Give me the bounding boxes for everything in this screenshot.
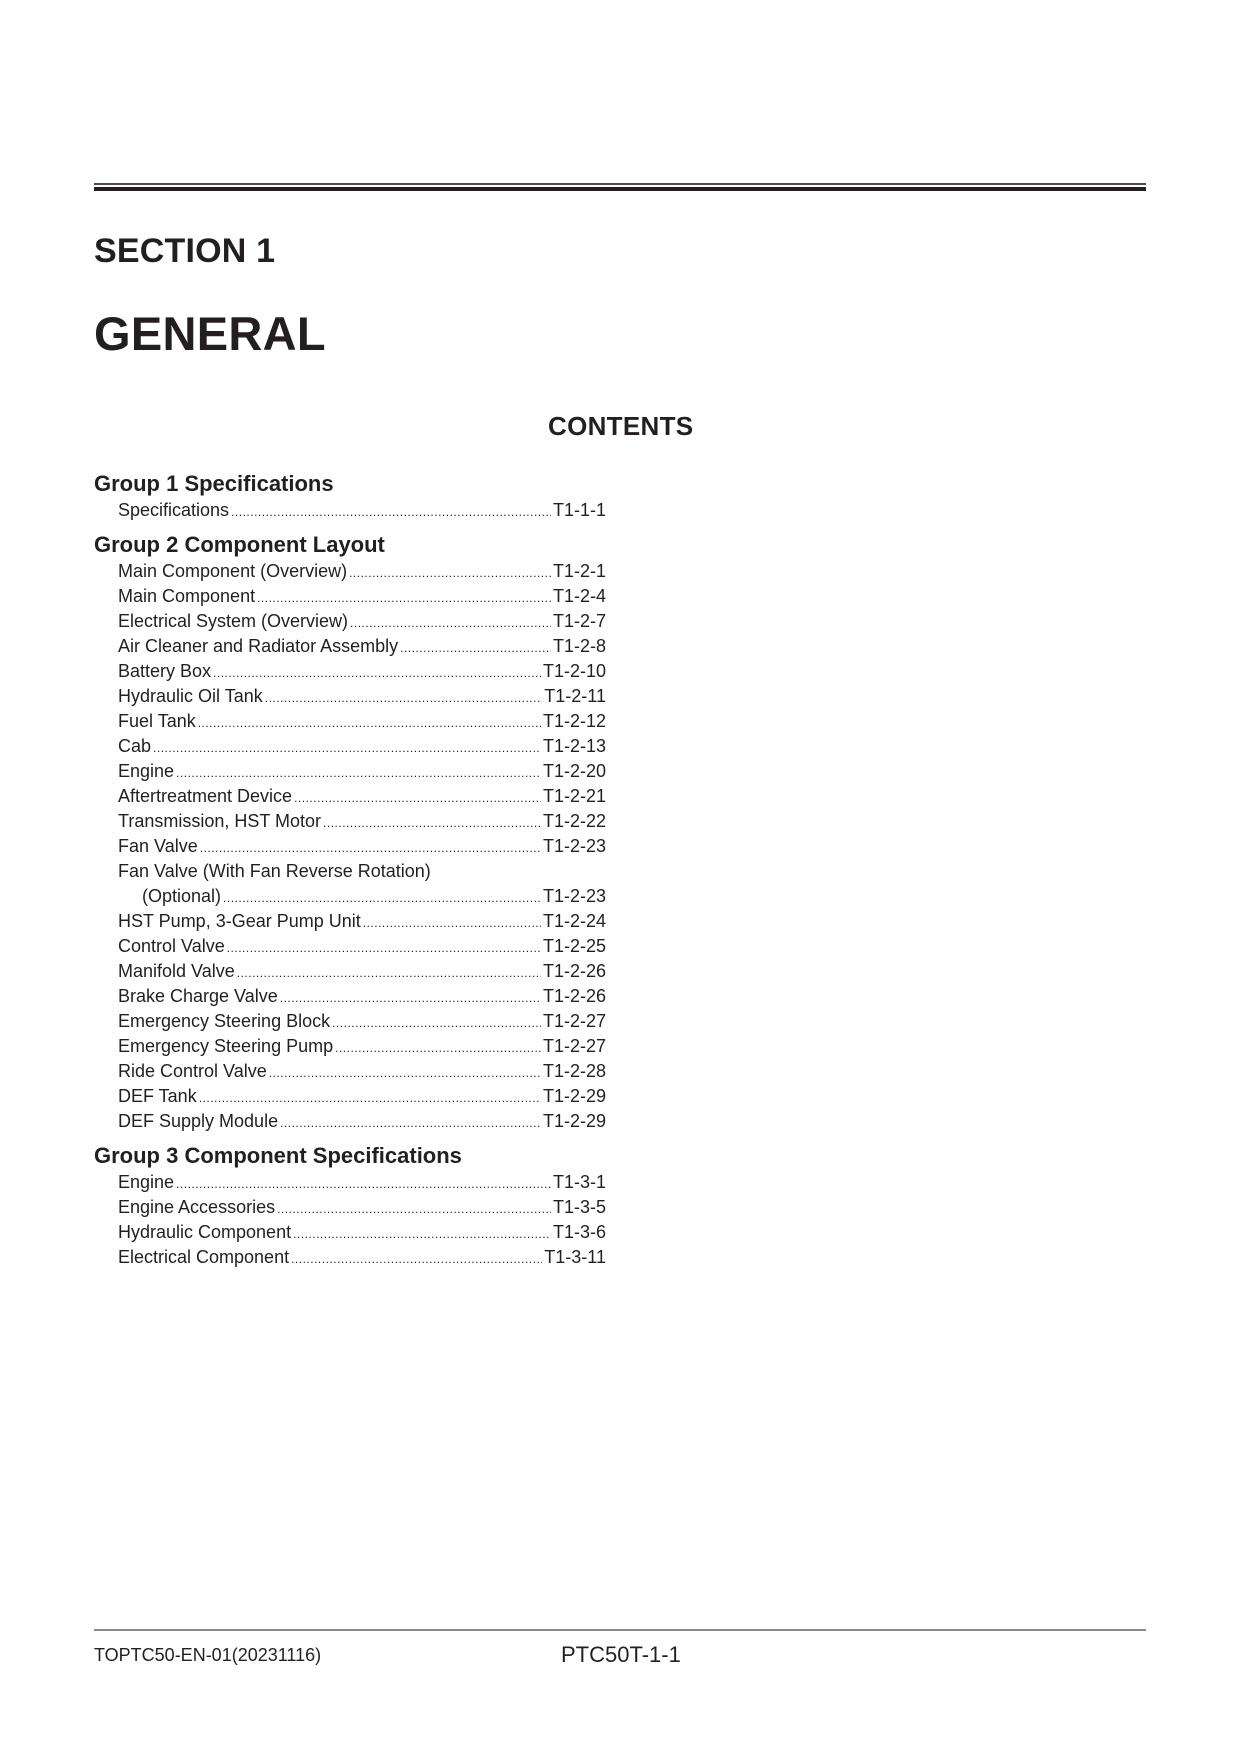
entry-page: T1-2-27 [542, 1036, 606, 1056]
entry-page: T1-1-1 [552, 500, 606, 520]
entry-name: Main Component [118, 586, 256, 606]
toc-entry[interactable] [94, 609, 606, 634]
entry-page: T1-2-26 [542, 986, 606, 1006]
entry-page: T1-2-25 [542, 936, 606, 956]
header-rule-thin [94, 183, 1146, 185]
entry-name: Control Valve [118, 936, 225, 956]
section-label: SECTION 1 [94, 232, 276, 270]
dot-leader [293, 1222, 551, 1247]
group-title: Group 2 Component Layout [94, 532, 385, 557]
entry-page: T1-2-13 [542, 736, 606, 756]
toc-entry[interactable] [94, 984, 606, 1009]
dot-leader [231, 500, 551, 525]
dot-leader [335, 1036, 541, 1061]
dot-leader [269, 1061, 541, 1086]
toc-entry-continuation[interactable] [94, 884, 606, 909]
dot-leader [153, 736, 541, 761]
toc-entry[interactable] [94, 934, 606, 959]
toc-entry[interactable] [94, 1034, 606, 1059]
dot-leader [227, 936, 541, 961]
entry-page: T1-3-11 [544, 1247, 606, 1267]
entry-name: Hydraulic Oil Tank [118, 686, 263, 706]
contents-heading: CONTENTS [548, 411, 694, 441]
entry-name: Specifications [118, 500, 230, 520]
entry-page: T1-2-7 [552, 611, 606, 631]
entry-name: Electrical System (Overview) [118, 611, 349, 631]
toc-entry[interactable] [94, 1109, 606, 1134]
toc-entry[interactable] [94, 634, 606, 659]
toc-entry[interactable] [94, 734, 606, 759]
entry-name: Emergency Steering Block [118, 1011, 331, 1031]
dot-leader [213, 661, 541, 686]
dot-leader [223, 886, 541, 911]
entry-page: T1-3-5 [552, 1197, 606, 1217]
entry-page: T1-2-27 [542, 1011, 606, 1031]
toc-entry[interactable] [94, 1059, 606, 1084]
dot-leader [349, 561, 551, 586]
entry-page: T1-2-26 [542, 961, 606, 981]
toc-group-2 [94, 531, 606, 1134]
entry-name: Electrical Component [118, 1247, 290, 1267]
section-title: GENERAL [94, 307, 326, 360]
group-title: Group 3 Component Specifications [94, 1143, 462, 1168]
entry-name: Cab [118, 736, 152, 756]
toc-entry[interactable] [94, 759, 606, 784]
toc-group-1 [94, 470, 606, 523]
toc-entry[interactable] [94, 709, 606, 734]
dot-leader [291, 1247, 542, 1272]
entry-name: DEF Supply Module [118, 1111, 279, 1131]
entry-page: T1-2-12 [542, 711, 606, 731]
toc-entry[interactable] [94, 1245, 606, 1270]
dot-leader [294, 786, 541, 811]
toc-entry[interactable] [94, 1170, 606, 1195]
entry-page: T1-2-28 [542, 1061, 606, 1081]
dot-leader [323, 811, 541, 836]
entry-name: Fan Valve (With Fan Reverse Rotation) [118, 861, 431, 881]
entry-page: T1-2-20 [542, 761, 606, 781]
entry-name: Main Component (Overview) [118, 561, 348, 581]
dot-leader [200, 836, 541, 861]
entry-page: T1-2-29 [542, 1086, 606, 1106]
toc-entry[interactable] [94, 659, 606, 684]
entry-page: T1-2-23 [542, 886, 606, 906]
dot-leader [198, 711, 541, 736]
entry-name: Transmission, HST Motor [118, 811, 322, 831]
dot-leader [265, 686, 543, 711]
dot-leader [257, 586, 551, 611]
dot-leader [280, 1111, 541, 1136]
toc-entry[interactable] [94, 1220, 606, 1245]
entry-page: T1-2-24 [542, 911, 606, 931]
group-title: Group 1 Specifications [94, 471, 334, 496]
entry-name: Brake Charge Valve [118, 986, 278, 1006]
table-of-contents [94, 470, 606, 1278]
entry-name: Fuel Tank [118, 711, 196, 731]
dot-leader [199, 1086, 541, 1111]
entry-page: T1-2-10 [542, 661, 606, 681]
dot-leader [176, 761, 541, 786]
document-code: TOPTC50-EN-01(20231116) [94, 1645, 322, 1665]
toc-entry[interactable] [94, 909, 606, 934]
entry-name: Engine Accessories [118, 1197, 276, 1217]
dot-leader [237, 961, 541, 986]
entry-page: T1-3-1 [552, 1172, 606, 1192]
entry-name: Engine [118, 761, 175, 781]
toc-entry[interactable] [94, 584, 606, 609]
entry-name: Engine [118, 1172, 175, 1192]
entry-name: Fan Valve [118, 836, 198, 856]
toc-entry[interactable] [94, 1084, 606, 1109]
entry-name: Battery Box [118, 661, 212, 681]
entry-page: T1-2-22 [542, 811, 606, 831]
entry-name: Air Cleaner and Radiator Assembly [118, 636, 399, 656]
entry-name: Hydraulic Component [118, 1222, 292, 1242]
entry-page: T1-2-1 [552, 561, 606, 581]
dot-leader [277, 1197, 551, 1222]
dot-leader [400, 636, 551, 661]
toc-entry[interactable] [94, 498, 606, 523]
entry-name: Manifold Valve [118, 961, 235, 981]
entry-page: T1-2-23 [542, 836, 606, 856]
toc-group-3 [94, 1142, 606, 1270]
toc-entry[interactable] [94, 1009, 606, 1034]
toc-entry[interactable] [94, 834, 606, 859]
toc-entry[interactable] [94, 809, 606, 834]
footer-rule [94, 1629, 1146, 1631]
dot-leader [280, 986, 541, 1011]
toc-entry[interactable] [94, 959, 606, 984]
dot-leader [363, 911, 541, 936]
entry-name: Emergency Steering Pump [118, 1036, 334, 1056]
page-number: PTC50T-1-1 [561, 1642, 681, 1667]
entry-name: DEF Tank [118, 1086, 197, 1106]
toc-entry[interactable] [94, 684, 606, 709]
entry-page: T1-2-4 [552, 586, 606, 606]
dot-leader [332, 1011, 541, 1036]
toc-entry[interactable] [94, 784, 606, 809]
entry-page: T1-2-8 [552, 636, 606, 656]
toc-entry[interactable] [94, 1195, 606, 1220]
entry-page: T1-2-21 [542, 786, 606, 806]
dot-leader [350, 611, 551, 636]
entry-page: T1-2-11 [544, 686, 606, 706]
entry-name: (Optional) [142, 886, 222, 906]
entry-name: Ride Control Valve [118, 1061, 267, 1081]
entry-name: Aftertreatment Device [118, 786, 293, 806]
header-rule-thick [94, 187, 1146, 191]
dot-leader [176, 1172, 551, 1197]
entry-name: HST Pump, 3-Gear Pump Unit [118, 911, 361, 931]
entry-page: T1-2-29 [542, 1111, 606, 1131]
toc-entry[interactable] [94, 559, 606, 584]
entry-page: T1-3-6 [552, 1222, 606, 1242]
toc-entry-multiline-start[interactable] [94, 859, 606, 884]
